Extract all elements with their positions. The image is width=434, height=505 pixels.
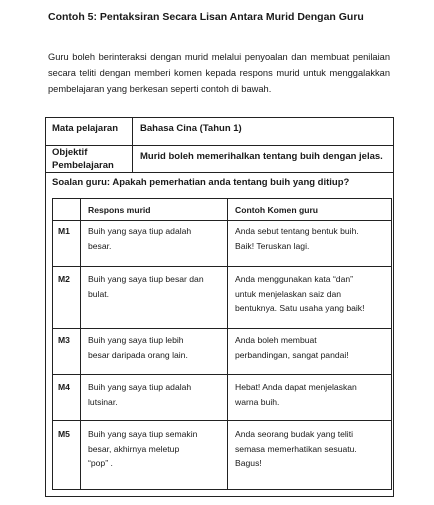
teacher-comment: Anda boleh membuat perbandingan, sangat pandai! — [235, 335, 349, 360]
divider — [45, 172, 394, 173]
column-header-response: Respons murid — [88, 205, 151, 215]
divider — [80, 198, 81, 490]
divider — [132, 117, 133, 173]
divider — [227, 198, 228, 490]
objective-label: Objektif Pembelajaran — [52, 147, 114, 171]
teacher-comment: Anda menggunakan kata “dan” untuk menjelaskan saiz dan bentuknya. Satu usaha yang baik! — [235, 274, 365, 313]
intro-paragraph: Guru boleh berinteraksi dengan murid melalui penyoalan dan membuat penilaian secara teliti dengan memberi komen kepada respons murid untuk menggalakkan pembelajaran yang berkesan seperti contoh di bawah. — [48, 52, 390, 94]
subject-value: Bahasa Cina (Tahun 1) — [140, 123, 242, 134]
column-header-comment: Contoh Komen guru — [235, 205, 319, 215]
row-id: M3 — [58, 335, 70, 345]
divider — [52, 374, 392, 375]
student-response: Buih yang saya tiup adalah lutsinar. — [88, 382, 192, 407]
teacher-comment: Anda sebut tentang bentuk buih. Baik! Teruskan lagi. — [235, 226, 359, 251]
row-id: M2 — [58, 274, 70, 284]
student-response: Buih yang saya tiup semakin besar, akhirnya meletup “pop” . — [88, 429, 198, 468]
teacher-question: Soalan guru: Apakah pemerhatian anda tentang buih yang ditiup? — [52, 177, 350, 188]
divider — [52, 220, 392, 221]
student-response: Buih yang saya tiup adalah besar. — [88, 226, 192, 251]
row-id: M5 — [58, 429, 70, 439]
divider — [52, 328, 392, 329]
objective-value: Murid boleh memerihalkan tentang buih dengan jelas. — [140, 151, 383, 162]
student-response: Buih yang saya tiup besar dan bulat. — [88, 274, 204, 299]
divider — [52, 420, 392, 421]
teacher-comment: Anda seorang budak yang teliti semasa memerhatikan sesuatu. Bagus! — [235, 429, 357, 468]
row-id: M1 — [58, 226, 70, 236]
page-heading: Contoh 5: Pentaksiran Secara Lisan Antara Murid Dengan Guru — [48, 11, 364, 23]
subject-label: Mata pelajaran — [52, 123, 118, 134]
divider — [52, 266, 392, 267]
row-id: M4 — [58, 382, 70, 392]
student-response: Buih yang saya tiup lebih besar daripada orang lain. — [88, 335, 188, 360]
teacher-comment: Hebat! Anda dapat menjelaskan warna buih. — [235, 382, 357, 407]
